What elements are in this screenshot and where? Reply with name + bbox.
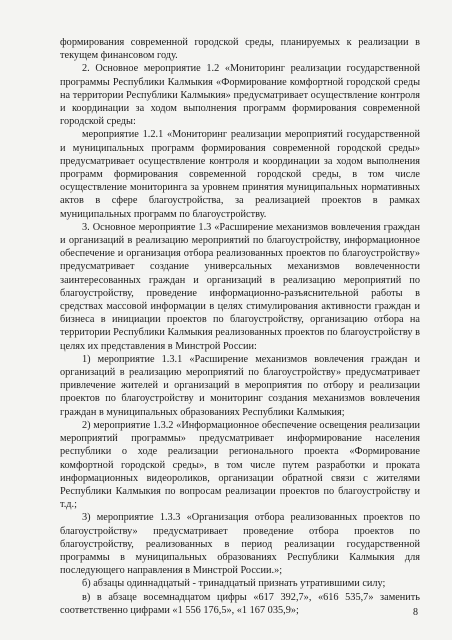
paragraph-3: мероприятие 1.2.1 «Мониторинг реализации мероприятий государственной и муниципальных программ формирования современной городской среды» предусматривает осуществление контроля и координации за ходом выполнения программ формирования современной городской среды, в том числе осуществление мониторинга за уровнем принятия муниципальных нормативных актов в сфере благоустройства, за реализацией проектов в рамках муниципальных программ по благоустройству. [60, 129, 420, 220]
paragraph-7: 3) мероприятие 1.3.3 «Организация отбора реализованных проектов по благоустройству» предусматривает проведение отбора проектов по благоустройству, реализованных в период реализации государственной программы в муниципальных образованиях Республики Калмыкия для последующего направления в Минстрой России.»; [60, 512, 420, 577]
document-body [60, 36, 420, 617]
paragraph-5: 1) мероприятие 1.3.1 «Расширение механизмов вовлечения граждан и организаций в реализацию мероприятий по благоустройству» предусматривает привлечение жителей и организаций в мероприятия по отбору и реализации проектов по благоустройству и мониторинг создания механизмов вовлечения граждан в муниципальных образованиях Республики Калмыкия; [60, 353, 420, 418]
paragraph-2: 2. Основное мероприятие 1.2 «Мониторинг реализации государственной программы Республики Калмыкия «Формирование комфортной городской среды на территории Республики Калмыкия» предусматривает осуществление контроля и координации за ходом выполнения программ формирования современной городской среды: [60, 63, 420, 128]
paragraph-6: 2) мероприятие 1.3.2 «Информационное обеспечение освещения реализации мероприятий программы» предусматривает информирование населения республики о ходе реализации регионального проекта «Формирование комфортной городской среды», в том числе путем разработки и проката информационных видеороликов, организации обратной связи с жителями Республики Калмыкия по вопросам реализации проектов по благоустройству и т.д.; [60, 419, 420, 511]
paragraph-1: формирования современной городской среды, планируемых к реализации в текущем финансовом году. [60, 37, 420, 62]
paragraph-9: в) в абзаце восемнадцатом цифры «617 392,7», «616 535,7» заменить соответственно цифрами «1 556 176,5», «1 167 035,9»; [60, 591, 420, 616]
paragraph-4: 3. Основное мероприятие 1.3 «Расширение механизмов вовлечения граждан и организаций в реализацию мероприятий по благоустройству, информационное обеспечение и организация отбора реализованных проектов по благоустройству» предусматривает создание универсальных механизмов вовлеченности заинтересованных граждан и организаций в реализацию мероприятий по благоустройству, проведение информационно-разъяснительной работы в средствах массовой информации в целях стимулирования активности граждан и бизнеса в инициации проектов по благоустройству, организацию отбора на территории Республики Калмыкия реализованных проектов по благоустройству в целях их представления в Минстрой России: [60, 221, 420, 352]
page-number: 8 [413, 607, 418, 618]
paragraph-8: б) абзацы одиннадцатый - тринадцатый признать утратившими силу; [82, 578, 386, 590]
